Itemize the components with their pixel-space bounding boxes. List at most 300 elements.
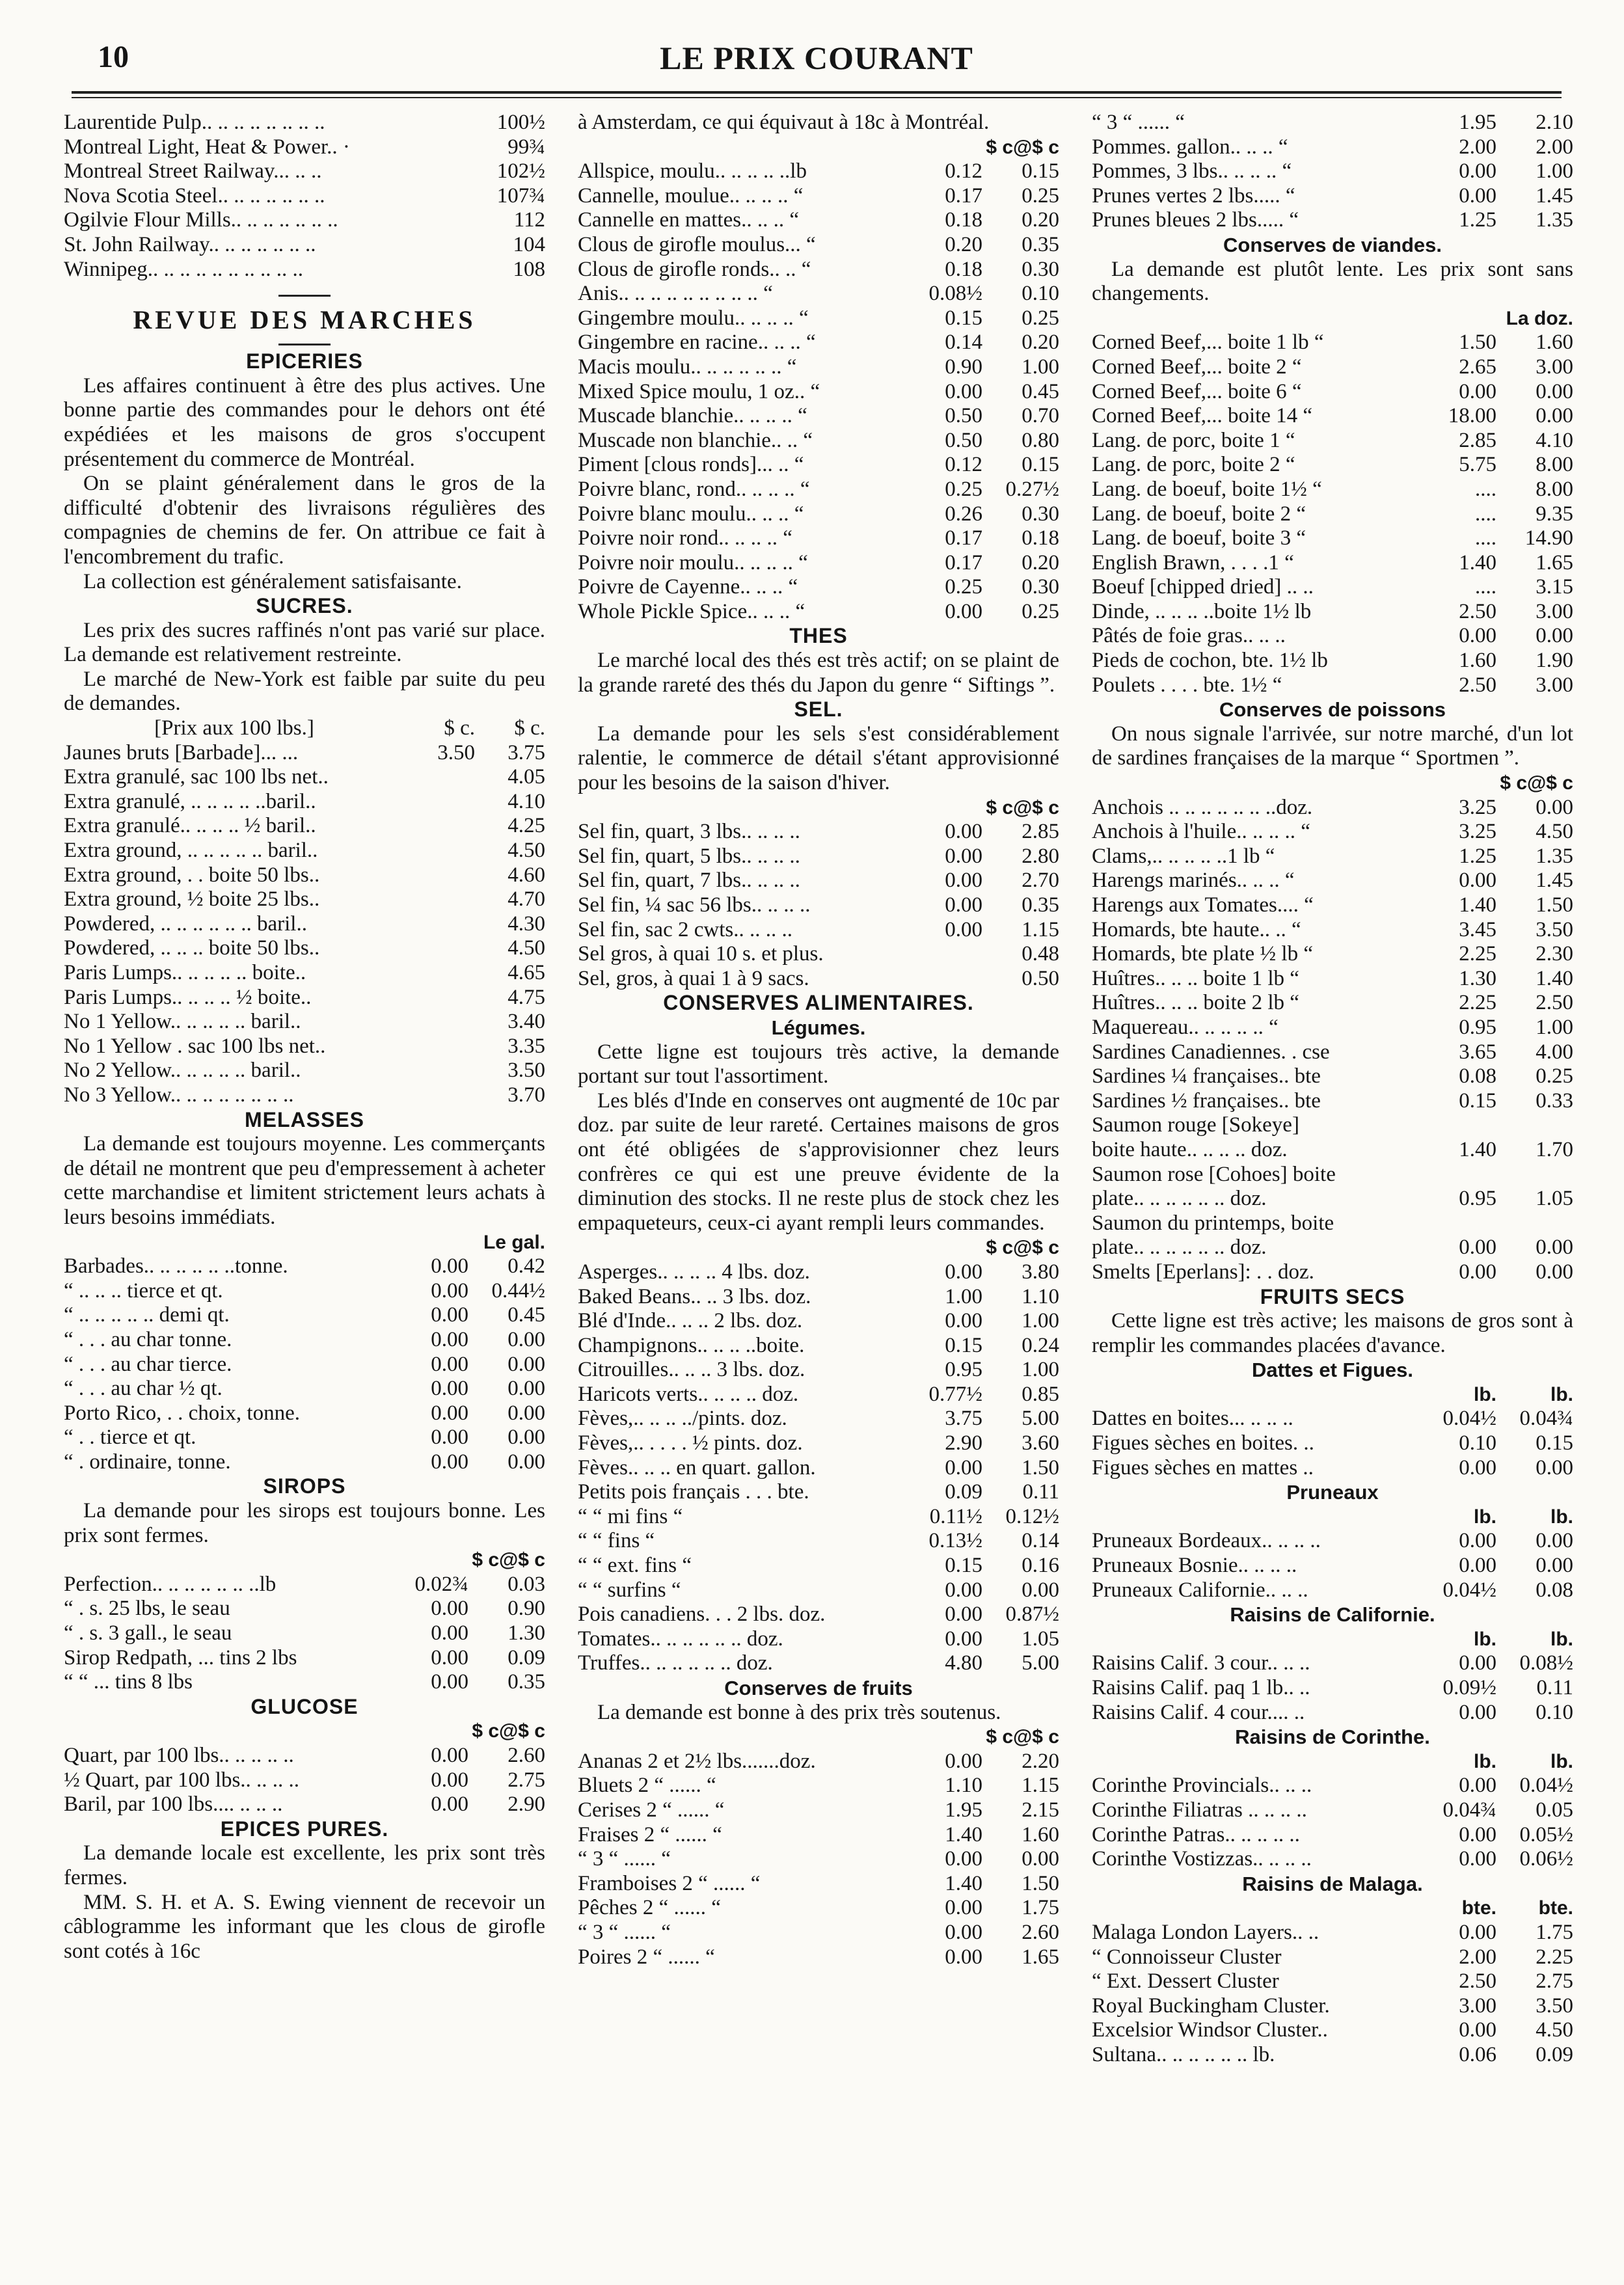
price-value: 1.95	[945, 1798, 982, 1822]
malaga-header-col2: bte.	[1538, 1897, 1573, 1919]
item-label: Sel fin, quart, 5 lbs.. .. .. ..	[578, 844, 800, 868]
item-label: Bluets 2 “ ...... “	[578, 1774, 716, 1798]
price-row	[578, 380, 1059, 405]
price-value: 0.00	[945, 599, 982, 623]
price-row	[1092, 1554, 1573, 1578]
price-row	[578, 404, 1059, 429]
sucres-header-col1: $ c.	[444, 716, 475, 740]
price-value: 1.00	[945, 1284, 982, 1308]
price-value: 1.00	[1536, 1015, 1573, 1039]
price-row	[1092, 502, 1573, 527]
price-value: 0.50	[945, 404, 982, 428]
item-label: Raisins Calif. paq 1 lb.. ..	[1092, 1676, 1310, 1699]
price-value: 1.70	[1536, 1137, 1573, 1161]
price-value: 1.75	[1022, 1896, 1059, 1920]
price-value: 2.85	[1459, 428, 1496, 452]
item-label: Powdered, .. .. .. .. .. .. baril..	[64, 912, 307, 936]
price-value: 0.04½	[1519, 1774, 1573, 1798]
price-value: 104	[513, 232, 545, 256]
price-value: 0.08½	[928, 282, 982, 306]
price-row	[1092, 135, 1573, 160]
price-row	[1092, 355, 1573, 380]
price-value: 0.24	[1022, 1333, 1059, 1357]
price-value: 3.75	[945, 1407, 982, 1431]
price-value: 0.00	[1022, 1578, 1059, 1602]
thes-text: Le marché local des thés est très actif; on se plaint de la grande rareté des thés du Japon du genre “ Siftings ”.	[578, 649, 1059, 697]
item-label: Dattes en boites... .. .. ..	[1092, 1407, 1293, 1431]
price-value: 2.60	[508, 1744, 545, 1767]
page-number: 10	[98, 40, 129, 74]
corinthe-header-col2: lb.	[1550, 1750, 1573, 1772]
price-value: 1.50	[1022, 1871, 1059, 1895]
price-value: 0.00	[431, 1352, 468, 1376]
item-label: Poivre blanc, rond.. .. .. .. “	[578, 477, 810, 501]
sucres-header	[64, 716, 545, 741]
price-value: 3.00	[1536, 673, 1573, 697]
price-value: 0.33	[1536, 1088, 1573, 1113]
price-value: 0.06	[1459, 2042, 1496, 2066]
price-value: 2.60	[1022, 1920, 1059, 1944]
item-label: Pieds de cochon, bte. 1½ lb	[1092, 649, 1328, 673]
price-value: 0.00	[1459, 1774, 1496, 1798]
price-row	[64, 1377, 545, 1401]
price-row	[578, 258, 1059, 282]
price-value: 0.09	[1536, 2042, 1573, 2066]
item-label: “ “ surfins “	[578, 1578, 681, 1602]
item-label: Homards, bte plate ½ lb “	[1092, 942, 1313, 966]
price-value: 3.65	[1459, 1040, 1496, 1064]
item-label: Pommes. gallon.. .. .. “	[1092, 135, 1288, 159]
price-row	[578, 282, 1059, 306]
price-value: 0.09	[508, 1645, 545, 1670]
price-row	[578, 1505, 1059, 1530]
price-value: 2.70	[1022, 869, 1059, 893]
item-label: Gingembre moulu.. .. .. .. “	[578, 306, 809, 330]
epices-table	[578, 159, 1059, 624]
subsection-title-poissons: Conserves de poissons	[1219, 698, 1446, 722]
price-row	[578, 967, 1059, 992]
legumes-table	[578, 1260, 1059, 1676]
price-row	[578, 331, 1059, 355]
price-row	[578, 1774, 1059, 1798]
price-value: 0.00	[1536, 379, 1573, 403]
price-row	[578, 942, 1059, 967]
price-value: 1.40	[1459, 893, 1496, 917]
item-label: Pruneaux Bordeaux.. .. .. ..	[1092, 1529, 1321, 1553]
item-label: Poivre blanc moulu.. .. .. “	[578, 502, 804, 526]
price-row	[578, 1823, 1059, 1848]
price-row	[578, 575, 1059, 600]
price-value: 0.15	[1536, 1431, 1573, 1455]
price-value: 0.00	[431, 1327, 468, 1351]
item-label: Montreal Light, Heat & Power.. ·	[64, 135, 350, 159]
price-value: 0.00	[431, 1670, 468, 1694]
price-value: 0.25	[945, 575, 982, 599]
price-row	[1092, 2018, 1573, 2043]
item-label: Corinthe Provincials.. .. ..	[1092, 1774, 1312, 1798]
price-value: 0.26	[945, 502, 982, 526]
price-value: 2.90	[945, 1431, 982, 1455]
price-row	[1092, 624, 1573, 649]
price-value: 0.30	[1022, 502, 1059, 526]
price-value: 0.11	[1022, 1480, 1059, 1504]
price-value: ....	[1475, 477, 1496, 501]
price-row	[64, 741, 545, 766]
price-value: 4.25	[508, 814, 545, 838]
price-row	[1092, 918, 1573, 943]
price-row	[64, 1083, 545, 1108]
price-row	[64, 1254, 545, 1279]
price-row	[1092, 1163, 1573, 1187]
price-value: 0.42	[508, 1254, 545, 1278]
price-value: 0.00	[945, 379, 982, 403]
price-value: 0.00	[945, 844, 982, 868]
item-label: “ Ext. Dessert Cluster	[1092, 1969, 1279, 1994]
price-row	[578, 1578, 1059, 1603]
price-row	[64, 1646, 545, 1671]
price-value: 0.00	[945, 893, 982, 917]
item-label: “ . s. 3 gall., le seau	[64, 1621, 232, 1645]
price-row	[64, 814, 545, 839]
item-label: Winnipeg.. .. .. .. .. .. .. .. .. ..	[64, 257, 304, 281]
price-value: 3.70	[508, 1083, 545, 1107]
price-row	[1092, 673, 1573, 698]
price-value: 0.00	[945, 1920, 982, 1944]
price-row	[578, 1358, 1059, 1383]
item-label: Anchois à l'huile.. .. .. .. “	[1092, 820, 1310, 844]
price-row	[578, 1847, 1059, 1872]
price-row	[1092, 845, 1573, 869]
price-row	[64, 1279, 545, 1304]
item-label: ½ Quart, par 100 lbs.. .. .. ..	[64, 1768, 300, 1792]
price-value: 0.35	[1022, 232, 1059, 256]
price-value: 5.00	[1022, 1651, 1059, 1675]
price-value: 0.00	[1536, 1236, 1573, 1260]
price-value: 2.00	[1536, 135, 1573, 159]
price-row	[578, 918, 1059, 943]
price-value: 0.90	[508, 1597, 545, 1621]
price-row	[578, 159, 1059, 184]
section-title-conserves: CONSERVES ALIMENTAIRES.	[663, 991, 974, 1015]
item-label: Huîtres.. .. .. boite 1 lb “	[1092, 966, 1299, 990]
epices-continued-text: à Amsterdam, ce qui équivaut à 18c à Montréal.	[578, 111, 990, 134]
price-value: 2.25	[1459, 942, 1496, 966]
glucose-header: $ c@$ c	[472, 1720, 545, 1742]
section-title-melasses: MELASSES	[244, 1107, 365, 1131]
item-label: Pommes, 3 lbs.. .. .. .. “	[1092, 159, 1292, 183]
price-value: 2.75	[1536, 1969, 1573, 1994]
price-row	[578, 1750, 1059, 1774]
price-value: 0.03	[508, 1572, 545, 1596]
price-value: 2.00	[1459, 1945, 1496, 1969]
price-value: 1.10	[945, 1774, 982, 1798]
item-label: Quart, par 100 lbs.. .. .. .. ..	[64, 1744, 294, 1767]
californie-header	[1092, 1627, 1573, 1652]
price-value: 0.00	[1022, 1847, 1059, 1871]
item-label: Sel fin, ¼ sac 56 lbs.. .. .. ..	[578, 893, 811, 917]
epices-header: $ c@$ c	[986, 136, 1059, 158]
price-row	[64, 1450, 545, 1475]
item-label: Pois canadiens. . . 2 lbs. doz.	[578, 1602, 826, 1627]
item-label: Truffes.. .. .. .. .. .. doz.	[578, 1651, 773, 1675]
epiceries-text2: On se plaint généralement dans le gros de la difficulté d'obtenir des livraisons régulières des compagnies de chemins de fer. On attribue ce fait à l'encombrement du trafic.	[64, 472, 545, 569]
price-row	[1092, 1016, 1573, 1040]
price-value: 0.95	[1459, 1015, 1496, 1039]
price-value: 0.10	[1459, 1431, 1496, 1455]
item-label: Poivre noir rond.. .. .. .. “	[578, 526, 792, 550]
price-row	[1092, 1798, 1573, 1823]
subsection-title-pruneaux: Pruneaux	[1286, 1481, 1379, 1504]
price-value: 1.00	[1022, 1309, 1059, 1333]
price-value: 1.35	[1536, 844, 1573, 868]
subsection-title-malaga: Raisins de Malaga.	[1242, 1872, 1423, 1895]
price-row	[1092, 575, 1573, 600]
price-value: 0.20	[1022, 208, 1059, 232]
price-value: 0.00	[431, 1450, 468, 1474]
price-row	[1092, 1089, 1573, 1114]
price-value: 0.11	[1536, 1676, 1573, 1699]
melasses-header: Le gal.	[483, 1231, 545, 1253]
price-row	[1092, 1969, 1573, 1994]
price-value: 2.25	[1459, 991, 1496, 1015]
item-label: English Brawn, . . . .1 “	[1092, 550, 1294, 575]
price-value: 0.00	[1459, 624, 1496, 648]
item-label: Tomates.. .. .. .. .. .. doz.	[578, 1627, 783, 1651]
price-value: 0.00	[431, 1426, 468, 1450]
price-value: 1.65	[1022, 1945, 1059, 1969]
price-row	[578, 1285, 1059, 1310]
item-label: Pâtés de foie gras.. .. ..	[1092, 624, 1286, 648]
item-label: No 1 Yellow . sac 100 lbs net..	[64, 1034, 326, 1058]
price-value: 0.00	[431, 1377, 468, 1401]
price-row	[578, 1627, 1059, 1652]
price-value: 4.10	[1536, 428, 1573, 452]
price-row	[64, 1597, 545, 1621]
price-value: 0.00	[945, 1627, 982, 1651]
price-value: 0.06½	[1519, 1847, 1573, 1871]
price-value: 0.00	[945, 1309, 982, 1333]
price-row	[1092, 1211, 1573, 1236]
sirops-text: La demande pour les sirops est toujours bonne. Les prix sont fermes.	[64, 1499, 545, 1547]
price-row	[578, 551, 1059, 576]
item-label: Extra ground, . . boite 50 lbs..	[64, 863, 320, 887]
item-label: Pruneaux Bosnie.. .. .. ..	[1092, 1554, 1297, 1578]
price-value: 0.00	[1459, 183, 1496, 208]
price-row	[578, 1945, 1059, 1970]
section-title-epiceries: EPICERIES	[246, 349, 363, 373]
item-label: “ . ordinaire, tonne.	[64, 1450, 231, 1474]
subsection-title-viandes: Conserves de viandes.	[1223, 233, 1442, 256]
price-value: 4.50	[508, 936, 545, 960]
price-row	[1092, 429, 1573, 453]
pruneaux-header-col2: lb.	[1550, 1506, 1573, 1528]
price-row	[1092, 380, 1573, 405]
price-row	[578, 820, 1059, 845]
item-label: plate.. .. .. .. .. .. doz.	[1092, 1187, 1267, 1211]
price-value: 8.00	[1536, 477, 1573, 501]
price-row	[64, 1353, 545, 1377]
price-row	[1092, 820, 1573, 845]
item-label: Barbades.. .. .. .. .. ..tonne.	[64, 1254, 288, 1278]
item-label: Extra granulé, .. .. .. .. ..baril..	[64, 789, 316, 813]
price-row	[64, 887, 545, 912]
item-label: Extra ground, ½ boite 25 lbs..	[64, 887, 320, 912]
price-value: 0.00	[431, 1401, 468, 1425]
item-label: Corinthe Vostizzas.. .. .. ..	[1092, 1847, 1312, 1871]
price-value: 3.45	[1459, 917, 1496, 941]
item-label: Sultana.. .. .. .. .. .. lb.	[1092, 2042, 1275, 2066]
price-row	[1092, 1847, 1573, 1872]
price-value: 2.65	[1459, 355, 1496, 379]
sirops-table	[64, 1573, 545, 1695]
price-value: 0.00	[431, 1621, 468, 1645]
price-value: 0.17	[945, 526, 982, 550]
poissons-header: $ c@$ c	[1500, 772, 1573, 794]
header-rule-thin	[72, 97, 1562, 98]
californie-header-col1: lb.	[1474, 1628, 1496, 1650]
item-label: Extra ground, .. .. .. .. .. baril..	[64, 839, 318, 863]
price-row	[578, 208, 1059, 233]
epices-text2: MM. S. H. et A. S. Ewing viennent de recevoir un câblogramme les informant que les clous de girofle sont cotés à 16c	[64, 1890, 545, 1963]
price-row	[578, 1309, 1059, 1334]
price-value: 112	[513, 208, 545, 232]
price-row	[64, 208, 545, 233]
header-rule	[72, 91, 1562, 94]
page-title: LE PRIX COURANT	[660, 40, 973, 76]
price-row	[64, 790, 545, 815]
price-value: 14.90	[1524, 526, 1573, 550]
item-label: Corned Beef,... boite 2 “	[1092, 355, 1302, 379]
price-row	[1092, 1456, 1573, 1481]
price-value: 1.30	[1459, 966, 1496, 990]
price-value: 0.11½	[929, 1504, 982, 1528]
price-value: 0.45	[508, 1303, 545, 1327]
item-label: Haricots verts.. .. .. .. doz.	[578, 1382, 799, 1406]
item-label: Boeuf [chipped dried] .. ..	[1092, 575, 1314, 599]
price-value: 0.00	[945, 917, 982, 941]
item-label: Nova Scotia Steel.. .. .. .. .. .. ..	[64, 183, 325, 208]
price-value: 0.00	[945, 1847, 982, 1871]
price-value: 0.00	[431, 1768, 468, 1792]
price-value: 0.00	[431, 1597, 468, 1621]
corinthe-header	[1092, 1750, 1573, 1774]
epiceries-text: Les affaires continuent à être des plus actives. Une bonne partie des commandes pour le dehors ont été expédiées et les maisons de gros s'occupent présentement du commerce de Montréal.	[64, 373, 545, 471]
price-row	[578, 1260, 1059, 1285]
subsection-title-californie: Raisins de Californie.	[1230, 1603, 1435, 1627]
item-label: Macis moulu.. .. .. .. .. .. “	[578, 355, 797, 379]
item-label: Blé d'Inde.. .. .. 2 lbs. doz.	[578, 1309, 803, 1333]
price-row	[578, 1529, 1059, 1554]
price-value: 0.95	[1459, 1187, 1496, 1211]
price-row	[1092, 649, 1573, 673]
price-value: ....	[1475, 575, 1496, 599]
item-label: Huîtres.. .. .. boite 2 lb “	[1092, 991, 1299, 1015]
price-row	[64, 986, 545, 1010]
price-value: 0.00	[508, 1401, 545, 1425]
price-value: 9.35	[1536, 502, 1573, 526]
item-label: Raisins Calif. 3 cour.. .. ..	[1092, 1651, 1310, 1675]
price-row	[64, 1328, 545, 1353]
price-value: 0.90	[945, 355, 982, 379]
price-value: 0.00	[945, 820, 982, 844]
item-label: Porto Rico, . . choix, tonne.	[64, 1401, 300, 1425]
price-value: 0.70	[1022, 404, 1059, 428]
price-row	[64, 1303, 545, 1328]
price-value: 0.35	[1022, 893, 1059, 917]
price-value: 0.48	[1022, 942, 1059, 966]
item-label: Sardines ¼ françaises.. bte	[1092, 1064, 1321, 1088]
price-value: 1.40	[945, 1822, 982, 1846]
price-row	[578, 1921, 1059, 1945]
item-label: Lang. de porc, boite 1 “	[1092, 428, 1295, 452]
price-value: 0.15	[945, 306, 982, 330]
price-row	[1092, 1407, 1573, 1431]
price-value: 2.25	[1536, 1945, 1573, 1969]
price-value: 1.60	[1536, 331, 1573, 355]
price-value: 0.20	[945, 232, 982, 256]
californie-table	[1092, 1651, 1573, 1725]
price-value: 2.15	[1022, 1798, 1059, 1822]
price-value: 1.00	[1022, 355, 1059, 379]
column-1	[64, 111, 545, 1964]
price-row	[578, 478, 1059, 502]
pruneaux-table	[1092, 1529, 1573, 1602]
price-value: 0.00	[1536, 1529, 1573, 1553]
price-value: 0.00	[431, 1744, 468, 1767]
price-value: 0.00	[508, 1426, 545, 1450]
price-row	[64, 863, 545, 888]
poissons-table	[1092, 796, 1573, 1285]
price-value: 0.00	[1536, 795, 1573, 819]
malaga-table	[1092, 1921, 1573, 2068]
price-row	[1092, 869, 1573, 893]
price-value: 0.18	[945, 257, 982, 281]
price-value: 3.50	[437, 740, 475, 764]
price-value: 0.25	[1022, 306, 1059, 330]
item-label: Royal Buckingham Cluster.	[1092, 1994, 1330, 2018]
price-value: 0.00	[1459, 1455, 1496, 1480]
sucres-table	[64, 741, 545, 1108]
price-value: 1.50	[1536, 893, 1573, 917]
price-row	[64, 839, 545, 863]
item-label: Saumon rose [Cohoes] boite	[1092, 1162, 1336, 1186]
price-row	[1092, 331, 1573, 355]
item-label: Perfection.. .. .. .. .. .. ..lb	[64, 1572, 277, 1596]
price-value: 0.00	[1459, 1260, 1496, 1284]
viandes-text: La demande est plutôt lente. Les prix sont sans changements.	[1092, 257, 1573, 306]
item-label: Baked Beans.. .. 3 lbs. doz.	[578, 1284, 811, 1308]
item-label: Cannelle, moulue.. .. .. .. “	[578, 183, 804, 208]
price-value: 1.45	[1536, 869, 1573, 893]
price-row	[578, 1798, 1059, 1823]
price-value: 1.25	[1459, 844, 1496, 868]
price-value: 0.00	[945, 1578, 982, 1602]
item-label: Ogilvie Flour Mills.. .. .. .. .. .. ..	[64, 208, 338, 232]
price-value: 4.65	[508, 961, 545, 984]
price-value: 0.04¾	[1442, 1798, 1496, 1822]
item-label: Lang. de boeuf, boite 2 “	[1092, 502, 1306, 526]
price-value: 2.10	[1536, 111, 1573, 134]
item-label: Maquereau.. .. .. .. .. “	[1092, 1015, 1279, 1039]
price-value: 0.00	[1459, 1920, 1496, 1944]
item-label: “ “ ... tins 8 lbs	[64, 1670, 193, 1694]
price-row	[64, 258, 545, 282]
price-row	[1092, 111, 1573, 135]
item-label: No 1 Yellow.. .. .. .. .. baril..	[64, 1010, 301, 1034]
price-value: 1.50	[1459, 331, 1496, 355]
price-row	[64, 1744, 545, 1768]
price-value: 1.50	[1022, 1455, 1059, 1480]
